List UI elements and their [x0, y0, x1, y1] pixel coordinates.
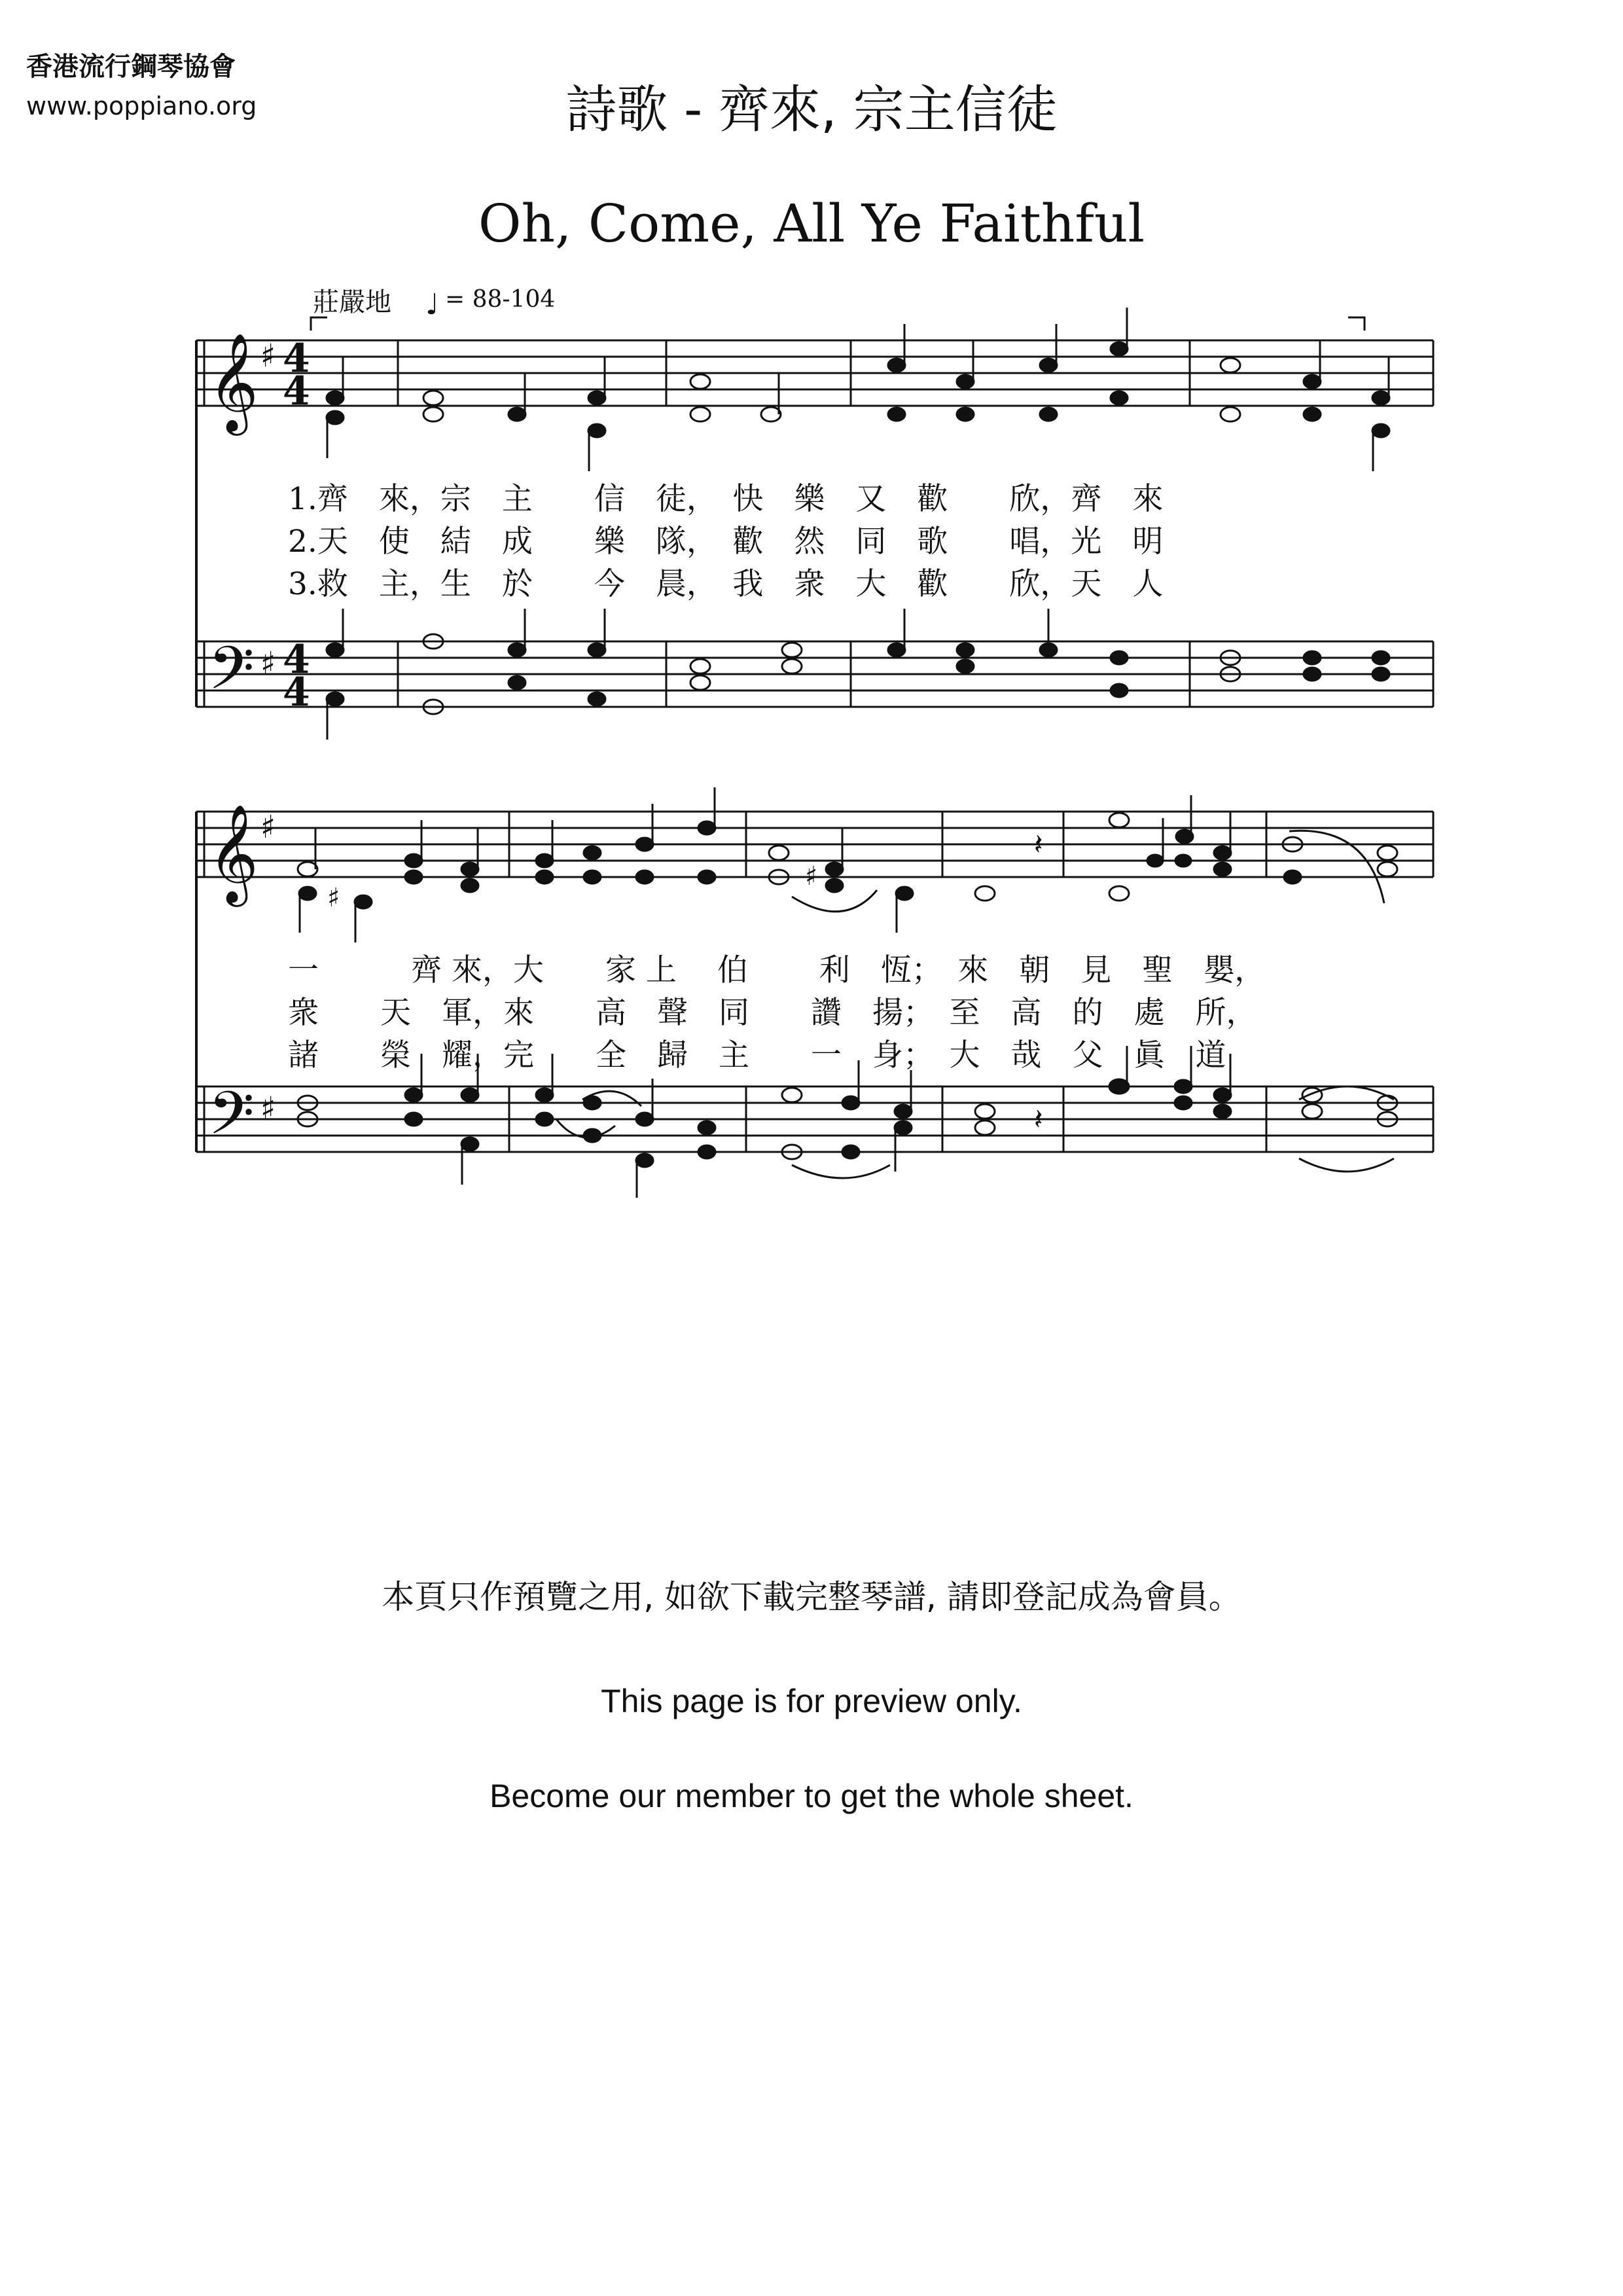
time-signature-top: 4 [283, 336, 310, 382]
time-signature-bottom: 4 [283, 368, 310, 414]
lyrics-verse-2: 衆 天 軍，來 高 聲 同 讚 揚； 至 高 的 處 所， [288, 995, 1257, 1031]
treble-clef-icon: 𝄞 [208, 332, 259, 431]
membership-notice-en: Become our member to get the whole sheet. [490, 1778, 1133, 1814]
time-signature-bottom: 4 [283, 670, 310, 715]
preview-notice-zh: 本頁只作預覽之用, 如欲下載完整琴譜, 請即登記成為會員。 [382, 1578, 1241, 1616]
sharp-icon: ♯ [260, 1090, 276, 1127]
page-title: 詩歌 - 齊來, 宗主信徒 [565, 81, 1058, 139]
lyrics-verse-2: 2.天 使 結 成 樂 隊， 歡 然 同 歌 唱，光 明 [288, 524, 1164, 560]
lyrics-verse-1: 1.齊 來，宗 主 信 徒， 快 樂 又 歡 欣，齊 來 [288, 481, 1164, 517]
rest-icon: 𝄽 [1034, 828, 1043, 861]
song-title: Oh, Come, All Ye Faithful [478, 193, 1145, 254]
bass-clef-icon: 𝄢 [208, 634, 255, 717]
treble-clef-icon: 𝄞 [208, 803, 259, 903]
bass-clef-icon: 𝄢 [208, 1079, 255, 1162]
quarter-note-icon: ♩ [425, 288, 439, 321]
sharp-icon: ♯ [805, 861, 818, 891]
lyrics-verse-1: 一 齊 來，大 家 上 伯 利 恆； 來 朝 見 聖 嬰， [288, 952, 1266, 988]
sharp-icon: ♯ [260, 809, 276, 846]
lyrics-verse-3: 3.救 主，生 於 今 晨， 我 衆 大 歡 欣，天 人 [288, 566, 1164, 602]
sharp-icon: ♯ [260, 338, 276, 374]
bass-staff-2 [196, 1086, 1433, 1152]
sharp-icon: ♯ [260, 645, 276, 682]
treble-staff-1 [196, 340, 1433, 406]
sharp-icon: ♯ [327, 883, 340, 913]
preview-notice-en: This page is for preview only. [601, 1683, 1022, 1719]
rest-icon: 𝄽 [1034, 1103, 1043, 1136]
bass-staff-1 [196, 641, 1433, 707]
time-signature-top: 4 [283, 637, 310, 683]
tempo-value: = 88-104 [445, 286, 556, 313]
site-url[interactable]: www.poppiano.org [26, 92, 257, 120]
tempo-mark: 莊嚴地 [313, 287, 391, 317]
lyrics-verse-3: 諸 榮 耀，完 全 歸 主 一 身； 大 哉 父 眞 道 [288, 1037, 1226, 1073]
site-name: 香港流行鋼琴協會 [26, 52, 236, 82]
